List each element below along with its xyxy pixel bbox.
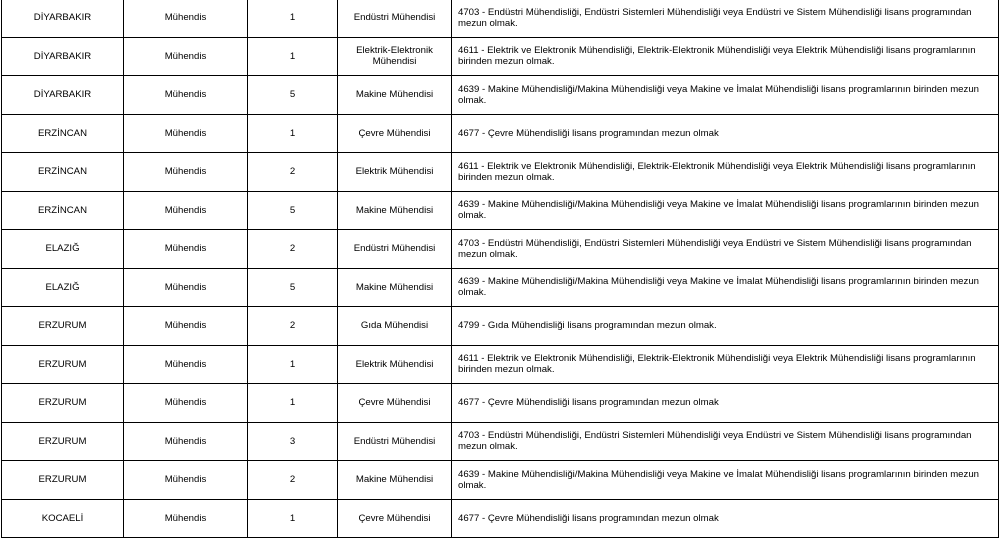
title-cell: Mühendis <box>124 461 248 500</box>
count-cell: 2 <box>248 461 338 500</box>
city-cell: DİYARBAKIR <box>2 76 124 115</box>
branch-cell: Çevre Mühendisi <box>338 114 452 153</box>
requirement-cell: 4611 - Elektrik ve Elektronik Mühendisliği, Elektrik-Elektronik Mühendisliği veya Elektrik Mühendisliği lisans programlarının birinden mezun olmak. <box>452 37 999 76</box>
requirement-cell: 4703 - Endüstri Mühendisliği, Endüstri Sistemleri Mühendisliği veya Endüstri ve Sistem Mühendisliği lisans programından mezun olmak. <box>452 422 999 461</box>
table-row <box>2 268 999 307</box>
requirement-cell: 4677 - Çevre Mühendisliği lisans programından mezun olmak <box>452 384 999 423</box>
count-cell: 1 <box>248 384 338 423</box>
city-cell: DİYARBAKIR <box>2 37 124 76</box>
branch-cell: Çevre Mühendisi <box>338 499 452 538</box>
title-cell: Mühendis <box>124 499 248 538</box>
city-cell: ERZURUM <box>2 345 124 384</box>
count-cell: 1 <box>248 499 338 538</box>
city-cell: ERZURUM <box>2 307 124 346</box>
branch-cell: Elektrik Mühendisi <box>338 153 452 192</box>
city-cell: ERZURUM <box>2 422 124 461</box>
table-row <box>2 230 999 269</box>
title-cell: Mühendis <box>124 0 248 37</box>
count-cell: 1 <box>248 114 338 153</box>
city-cell: ERZİNCAN <box>2 153 124 192</box>
table-row <box>2 499 999 538</box>
city-cell: ERZURUM <box>2 384 124 423</box>
table-row <box>2 307 999 346</box>
branch-cell: Makine Mühendisi <box>338 76 452 115</box>
table-row <box>2 191 999 230</box>
table-row <box>2 0 999 37</box>
requirement-cell: 4639 - Makine Mühendisliği/Makina Mühendisliği veya Makine ve İmalat Mühendisliği lisans programlarının birinden mezun olmak. <box>452 268 999 307</box>
branch-cell: Makine Mühendisi <box>338 461 452 500</box>
table-row <box>2 37 999 76</box>
title-cell: Mühendis <box>124 384 248 423</box>
count-cell: 5 <box>248 191 338 230</box>
count-cell: 3 <box>248 422 338 461</box>
city-cell: KOCAELİ <box>2 499 124 538</box>
title-cell: Mühendis <box>124 191 248 230</box>
count-cell: 2 <box>248 307 338 346</box>
branch-cell: Endüstri Mühendisi <box>338 0 452 37</box>
count-cell: 5 <box>248 268 338 307</box>
table-row <box>2 461 999 500</box>
table-row <box>2 345 999 384</box>
requirement-cell: 4703 - Endüstri Mühendisliği, Endüstri Sistemleri Mühendisliği veya Endüstri ve Sistem Mühendisliği lisans programından mezun olmak. <box>452 0 999 37</box>
count-cell: 2 <box>248 230 338 269</box>
positions-table <box>1 0 999 538</box>
requirement-cell: 4639 - Makine Mühendisliği/Makina Mühendisliği veya Makine ve İmalat Mühendisliği lisans programlarının birinden mezun olmak. <box>452 76 999 115</box>
requirement-cell: 4639 - Makine Mühendisliği/Makina Mühendisliği veya Makine ve İmalat Mühendisliği lisans programlarının birinden mezun olmak. <box>452 461 999 500</box>
table-row <box>2 422 999 461</box>
table-row <box>2 76 999 115</box>
title-cell: Mühendis <box>124 345 248 384</box>
city-cell: ERZURUM <box>2 461 124 500</box>
title-cell: Mühendis <box>124 268 248 307</box>
city-cell: ERZİNCAN <box>2 191 124 230</box>
count-cell: 1 <box>248 0 338 37</box>
requirement-cell: 4703 - Endüstri Mühendisliği, Endüstri Sistemleri Mühendisliği veya Endüstri ve Sistem Mühendisliği lisans programından mezun olmak. <box>452 230 999 269</box>
city-cell: ELAZIĞ <box>2 230 124 269</box>
title-cell: Mühendis <box>124 114 248 153</box>
count-cell: 5 <box>248 76 338 115</box>
branch-cell: Makine Mühendisi <box>338 191 452 230</box>
count-cell: 2 <box>248 153 338 192</box>
requirement-cell: 4611 - Elektrik ve Elektronik Mühendisliği, Elektrik-Elektronik Mühendisliği veya Elektrik Mühendisliği lisans programlarının birinden mezun olmak. <box>452 345 999 384</box>
title-cell: Mühendis <box>124 230 248 269</box>
title-cell: Mühendis <box>124 37 248 76</box>
branch-cell: Makine Mühendisi <box>338 268 452 307</box>
branch-cell: Endüstri Mühendisi <box>338 422 452 461</box>
table-row <box>2 114 999 153</box>
city-cell: ELAZIĞ <box>2 268 124 307</box>
requirement-cell: 4677 - Çevre Mühendisliği lisans programından mezun olmak <box>452 114 999 153</box>
table-row <box>2 153 999 192</box>
city-cell: ERZİNCAN <box>2 114 124 153</box>
branch-cell: Elektrik Mühendisi <box>338 345 452 384</box>
requirement-cell: 4799 - Gıda Mühendisliği lisans programından mezun olmak. <box>452 307 999 346</box>
branch-cell: Elektrik-Elektronik Mühendisi <box>338 37 452 76</box>
table-row <box>2 384 999 423</box>
title-cell: Mühendis <box>124 76 248 115</box>
branch-cell: Endüstri Mühendisi <box>338 230 452 269</box>
requirement-cell: 4639 - Makine Mühendisliği/Makina Mühendisliği veya Makine ve İmalat Mühendisliği lisans programlarının birinden mezun olmak. <box>452 191 999 230</box>
branch-cell: Çevre Mühendisi <box>338 384 452 423</box>
title-cell: Mühendis <box>124 153 248 192</box>
city-cell: DİYARBAKIR <box>2 0 124 37</box>
count-cell: 1 <box>248 345 338 384</box>
title-cell: Mühendis <box>124 422 248 461</box>
count-cell: 1 <box>248 37 338 76</box>
branch-cell: Gıda Mühendisi <box>338 307 452 346</box>
requirement-cell: 4611 - Elektrik ve Elektronik Mühendisliği, Elektrik-Elektronik Mühendisliği veya Elektrik Mühendisliği lisans programlarının birinden mezun olmak. <box>452 153 999 192</box>
requirement-cell: 4677 - Çevre Mühendisliği lisans programından mezun olmak <box>452 499 999 538</box>
title-cell: Mühendis <box>124 307 248 346</box>
